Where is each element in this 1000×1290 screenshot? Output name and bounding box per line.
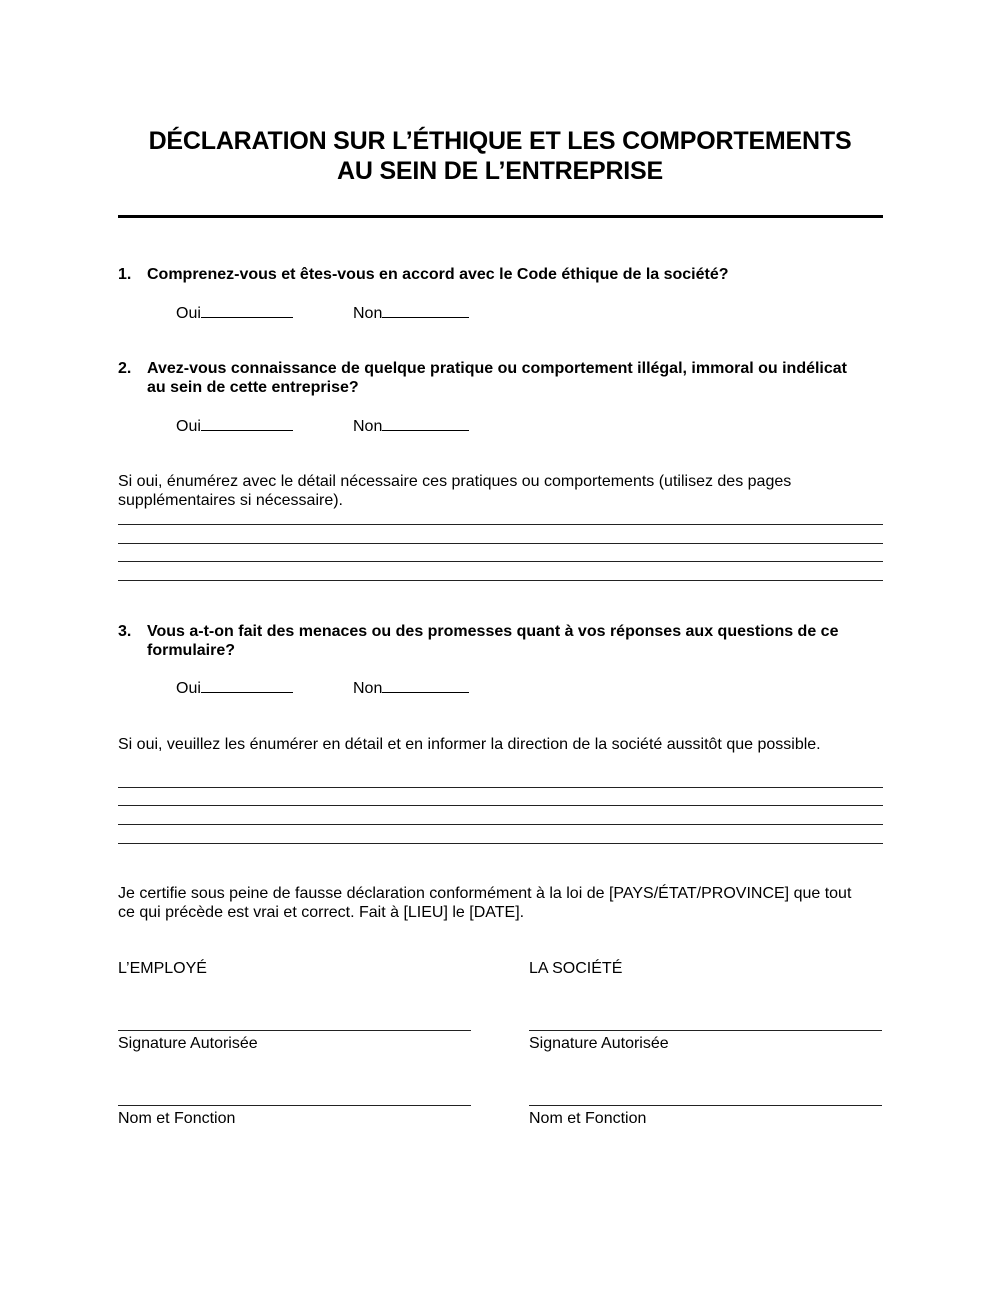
question-1-number: 1. xyxy=(118,266,132,283)
no-label: Non xyxy=(353,305,383,322)
question-2-followup-line-1: Si oui, énumérez avec le détail nécessaire ces pratiques ou comportements (utilisez des pages xyxy=(118,473,792,490)
question-2-text-line-2: au sein de cette entreprise? xyxy=(147,379,359,396)
no-blank[interactable] xyxy=(382,678,469,693)
employee-heading: L’EMPLOYÉ xyxy=(118,960,207,977)
answer-line[interactable] xyxy=(118,524,883,525)
question-2-yes-field[interactable] xyxy=(176,416,293,436)
no-blank[interactable] xyxy=(382,303,469,318)
answer-line[interactable] xyxy=(118,580,883,581)
employee-name-label: Nom et Fonction xyxy=(118,1110,236,1127)
employee-name-line[interactable] xyxy=(118,1105,471,1106)
question-1-yes-field[interactable] xyxy=(176,303,293,323)
company-signature-label: Signature Autorisée xyxy=(529,1035,669,1052)
company-signature-line[interactable] xyxy=(529,1030,882,1031)
company-name-line[interactable] xyxy=(529,1105,882,1106)
yes-blank[interactable] xyxy=(201,303,293,318)
answer-line[interactable] xyxy=(118,843,883,844)
company-name-label: Nom et Fonction xyxy=(529,1110,647,1127)
question-3-no-field[interactable] xyxy=(353,678,469,698)
question-2-text-line-1: Avez-vous connaissance de quelque pratique ou comportement illégal, immoral ou indélicat xyxy=(147,360,847,377)
question-3-yes-field[interactable] xyxy=(176,678,293,698)
question-2-number: 2. xyxy=(118,360,132,377)
certification-line-1: Je certifie sous peine de fausse déclaration conformément à la loi de [PAYS/ÉTAT/PROVINCE] que tout xyxy=(118,885,852,902)
no-label: Non xyxy=(353,680,383,697)
yes-label: Oui xyxy=(176,680,201,697)
no-label: Non xyxy=(353,418,383,435)
answer-line[interactable] xyxy=(118,787,883,788)
question-2-followup-line-2: supplémentaires si nécessaire). xyxy=(118,492,343,509)
question-3-text-line-1: Vous a-t-on fait des menaces ou des promesses quant à vos réponses aux questions de ce xyxy=(147,623,839,640)
yes-label: Oui xyxy=(176,418,201,435)
question-2-no-field[interactable] xyxy=(353,416,469,436)
yes-blank[interactable] xyxy=(201,678,293,693)
no-blank[interactable] xyxy=(382,416,469,431)
answer-line[interactable] xyxy=(118,805,883,806)
question-1-text: Comprenez-vous et êtes-vous en accord avec le Code éthique de la société? xyxy=(147,266,729,283)
yes-blank[interactable] xyxy=(201,416,293,431)
company-heading: LA SOCIÉTÉ xyxy=(529,960,623,977)
answer-line[interactable] xyxy=(118,561,883,562)
title-divider xyxy=(118,215,883,218)
answer-line[interactable] xyxy=(118,824,883,825)
question-3-followup: Si oui, veuillez les énumérer en détail et en informer la direction de la société aussitôt que possible. xyxy=(118,736,821,753)
employee-signature-line[interactable] xyxy=(118,1030,471,1031)
question-1-no-field[interactable] xyxy=(353,303,469,323)
document-title-line-2: AU SEIN DE L’ENTREPRISE xyxy=(336,157,663,185)
question-3-number: 3. xyxy=(118,623,132,640)
employee-signature-label: Signature Autorisée xyxy=(118,1035,258,1052)
question-3-text-line-2: formulaire? xyxy=(147,642,236,659)
yes-label: Oui xyxy=(176,305,201,322)
certification-line-2: ce qui précède est vrai et correct. Fait à [LIEU] le [DATE]. xyxy=(118,904,525,921)
document-title-line-1: DÉCLARATION SUR L’ÉTHIQUE ET LES COMPORTEMENTS xyxy=(148,127,852,155)
answer-line[interactable] xyxy=(118,543,883,544)
